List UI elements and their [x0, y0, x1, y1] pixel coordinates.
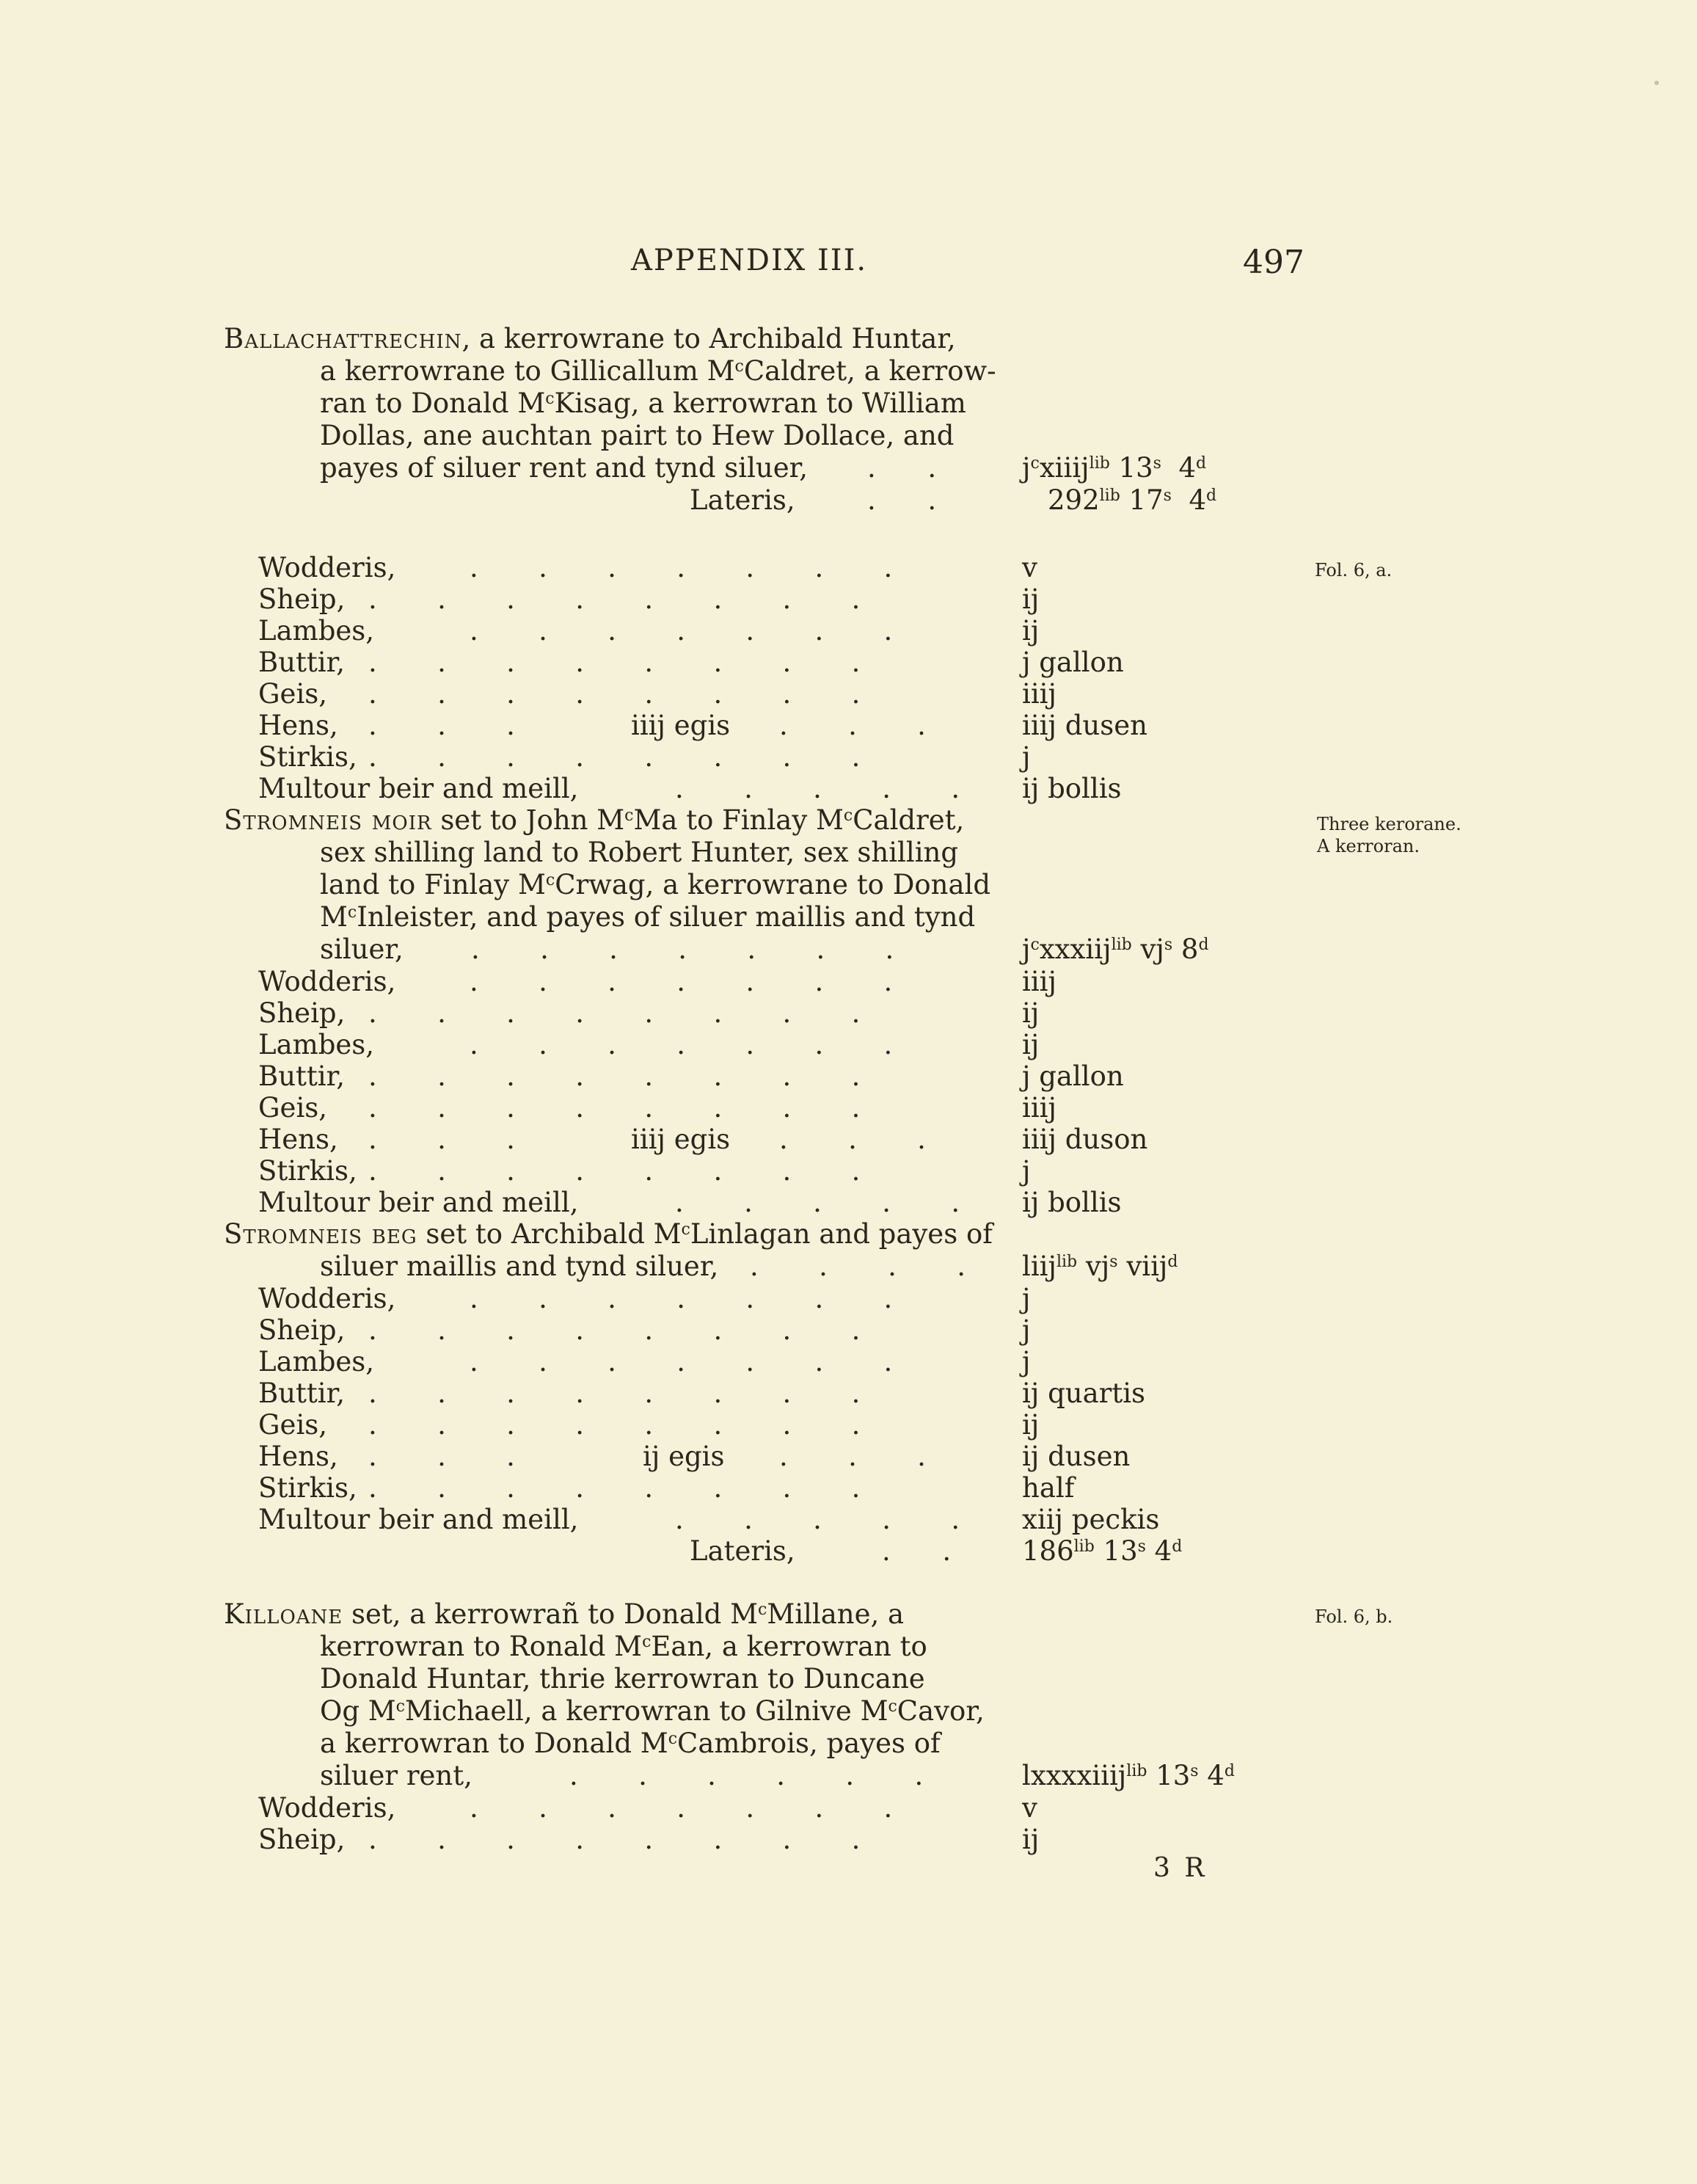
- item-value: xiij peckis: [1022, 1504, 1160, 1535]
- entry-stromneis-beg-lateris: Lateris, . .: [690, 1535, 952, 1567]
- item-value: iiij: [1022, 1092, 1056, 1124]
- item-value: ij: [1022, 583, 1040, 615]
- entry-stromneis-beg-line-1: Stromneis beg set to Archibald $M^cLinlagan$ and payes of: [224, 1218, 993, 1250]
- item-row: Sheip, . . . . . . . .: [258, 1314, 861, 1346]
- item-value: j: [1022, 1346, 1031, 1377]
- item-value: v: [1022, 552, 1037, 583]
- item-row: Sheip, . . . . . . . .: [258, 1824, 861, 1855]
- item-value: ij dusen: [1022, 1441, 1131, 1472]
- item-row: Multour beir and meill, . . . . .: [258, 773, 960, 804]
- item-value: ij: [1022, 1029, 1040, 1060]
- place-name: Ballachattrechin: [224, 323, 462, 354]
- entry-ballachattrechin-lateris-value: $292^{lib}$ 17$^s$ 4$^d$: [1048, 484, 1217, 516]
- page-number: 497: [1243, 244, 1304, 281]
- entry-stromneis-moir-rent: $j^cxxxiij^{lib}$ $vj^s$ 8$^d$: [1022, 933, 1209, 965]
- item-value: iiij dusen: [1022, 710, 1147, 741]
- item-row: Stirkis, . . . . . . . .: [258, 1155, 861, 1187]
- item-row: Wodderis, . . . . . . .: [258, 552, 893, 583]
- place-name: Killoane: [224, 1598, 343, 1630]
- entry-killoane-line-1: Killoane set, a kerrowrañ to Donald $M^cMillane$, a: [224, 1598, 905, 1630]
- entry-killoane-line-2: kerrowran to Ronald $M^cEan$, a kerrowran to: [320, 1631, 927, 1662]
- entry-stromneis-moir-line-5: siluer, . . . . . . .: [320, 933, 894, 965]
- item-row: Buttir, . . . . . . . .: [258, 647, 861, 678]
- item-row: Lambes, . . . . . . .: [258, 1346, 893, 1377]
- item-value: iiij: [1022, 966, 1056, 997]
- entry-ballachattrechin-line-5: payes of siluer rent and tynd siluer, . .: [320, 452, 937, 484]
- item-row: Multour beir and meill, . . . . .: [258, 1504, 960, 1535]
- item-row: Wodderis, . . . . . . .: [258, 1283, 893, 1314]
- item-row: Wodderis, . . . . . . .: [258, 966, 893, 997]
- item-row: Geis, . . . . . . . .: [258, 1092, 861, 1124]
- item-value: v: [1022, 1792, 1037, 1824]
- item-value: j gallon: [1022, 1060, 1124, 1092]
- place-name: Stromneis moir: [224, 804, 432, 836]
- item-value: j: [1022, 741, 1031, 773]
- item-value: ij: [1022, 997, 1040, 1029]
- running-header-title: APPENDIX III.: [631, 244, 868, 277]
- item-value: j gallon: [1022, 647, 1124, 678]
- item-value: ij bollis: [1022, 1187, 1122, 1218]
- place-name: Stromneis beg: [224, 1218, 417, 1250]
- item-value: ij: [1022, 1409, 1040, 1441]
- item-row: Wodderis, . . . . . . .: [258, 1792, 893, 1824]
- entry-ballachattrechin-lateris: Lateris, . .: [690, 484, 937, 516]
- entry-killoane-line-3: Donald Huntar, thrie kerrowran to Duncane: [320, 1663, 925, 1695]
- entry-stromneis-moir-line-1: Stromneis moir set to John $M^cMa$ to Finlay $M^cCaldret$,: [224, 804, 965, 836]
- entry-stromneis-moir-line-3: land to Finlay $M^cCrwag$, a kerrowrane to Donald: [320, 869, 991, 900]
- item-row: Lambes, . . . . . . .: [258, 1029, 893, 1060]
- item-row: Hens, . . . ij egis . . .: [258, 1441, 926, 1472]
- margin-note-fol-6b: Fol. 6, b.: [1315, 1606, 1393, 1627]
- signature-mark: 3 R: [1153, 1853, 1208, 1883]
- item-value: j: [1022, 1155, 1031, 1187]
- item-value: j: [1022, 1283, 1031, 1314]
- item-row: Buttir, . . . . . . . .: [258, 1377, 861, 1409]
- item-row: Multour beir and meill, . . . . .: [258, 1187, 960, 1218]
- entry-ballachattrechin-line-2: a kerrowrane to Gillicallum $M^cCaldret$, a kerrow-: [320, 355, 996, 387]
- item-row: Buttir, . . . . . . . .: [258, 1060, 861, 1092]
- entry-ballachattrechin-line-1: Ballachattrechin, a kerrowrane to Archibald Huntar,: [224, 323, 956, 354]
- entry-killoane-line-4: Og $M^cMichaell$, a kerrowran to Gilnive $M^cCavor$,: [320, 1695, 985, 1727]
- item-row: Geis, . . . . . . . .: [258, 678, 861, 710]
- entry-stromneis-beg-line-2: siluer maillis and tynd siluer, . . . .: [320, 1251, 966, 1282]
- entry-stromneis-beg-rent: liij$^{lib}$ $vj^s$ viij$^d$: [1022, 1251, 1178, 1282]
- margin-note-fol-6a: Fol. 6, a.: [1315, 560, 1393, 580]
- entry-killoane-line-6: siluer rent, . . . . . .: [320, 1760, 924, 1791]
- item-row: Geis, . . . . . . . .: [258, 1409, 861, 1441]
- margin-note-a-kerroran: A kerroran.: [1317, 836, 1420, 856]
- paper-speck: [1654, 81, 1659, 85]
- entry-killoane-rent: lxxxxiiij$^{lib}$ 13$^s$ 4$^d$: [1022, 1760, 1235, 1791]
- item-value: j: [1022, 1314, 1031, 1346]
- item-value: ij bollis: [1022, 773, 1122, 804]
- entry-ballachattrechin-rent: $j^cxiiij^{lib}$ 13$^s$ 4$^d$: [1022, 452, 1207, 484]
- entry-stromneis-moir-line-2: sex shilling land to Robert Hunter, sex shilling: [320, 837, 959, 868]
- item-row: Hens, . . . iiij egis . . .: [258, 710, 926, 741]
- entry-ballachattrechin-line-4: Dollas, ane auchtan pairt to Hew Dollace, and: [320, 420, 955, 451]
- item-row: Sheip, . . . . . . . .: [258, 583, 861, 615]
- entry-ballachattrechin-line-3: ran to Donald $M^cKisag$, a kerrowran to William: [320, 387, 966, 419]
- item-row: Stirkis, . . . . . . . .: [258, 741, 861, 773]
- entry-stromneis-beg-lateris-value: $186^{lib}$ 13$^s$ 4$^d$: [1022, 1535, 1183, 1567]
- item-row: Hens, . . . iiij egis . . .: [258, 1124, 926, 1155]
- item-value: iiij: [1022, 678, 1056, 710]
- item-value: ij: [1022, 615, 1040, 647]
- margin-note-three-kerorane: Three kerorane.: [1317, 814, 1461, 834]
- entry-stromneis-moir-line-4: $M^cInleister$, and payes of siluer maillis and tynd: [320, 901, 976, 933]
- item-value: half: [1022, 1472, 1075, 1504]
- item-value: iiij duson: [1022, 1124, 1148, 1155]
- item-value: ij quartis: [1022, 1377, 1146, 1409]
- item-value: ij: [1022, 1824, 1040, 1855]
- item-row: Lambes, . . . . . . .: [258, 615, 893, 647]
- item-row: Sheip, . . . . . . . .: [258, 997, 861, 1029]
- entry-killoane-line-5: a kerrowran to Donald $M^cCambrois$, payes of: [320, 1728, 941, 1759]
- item-row: Stirkis, . . . . . . . .: [258, 1472, 861, 1504]
